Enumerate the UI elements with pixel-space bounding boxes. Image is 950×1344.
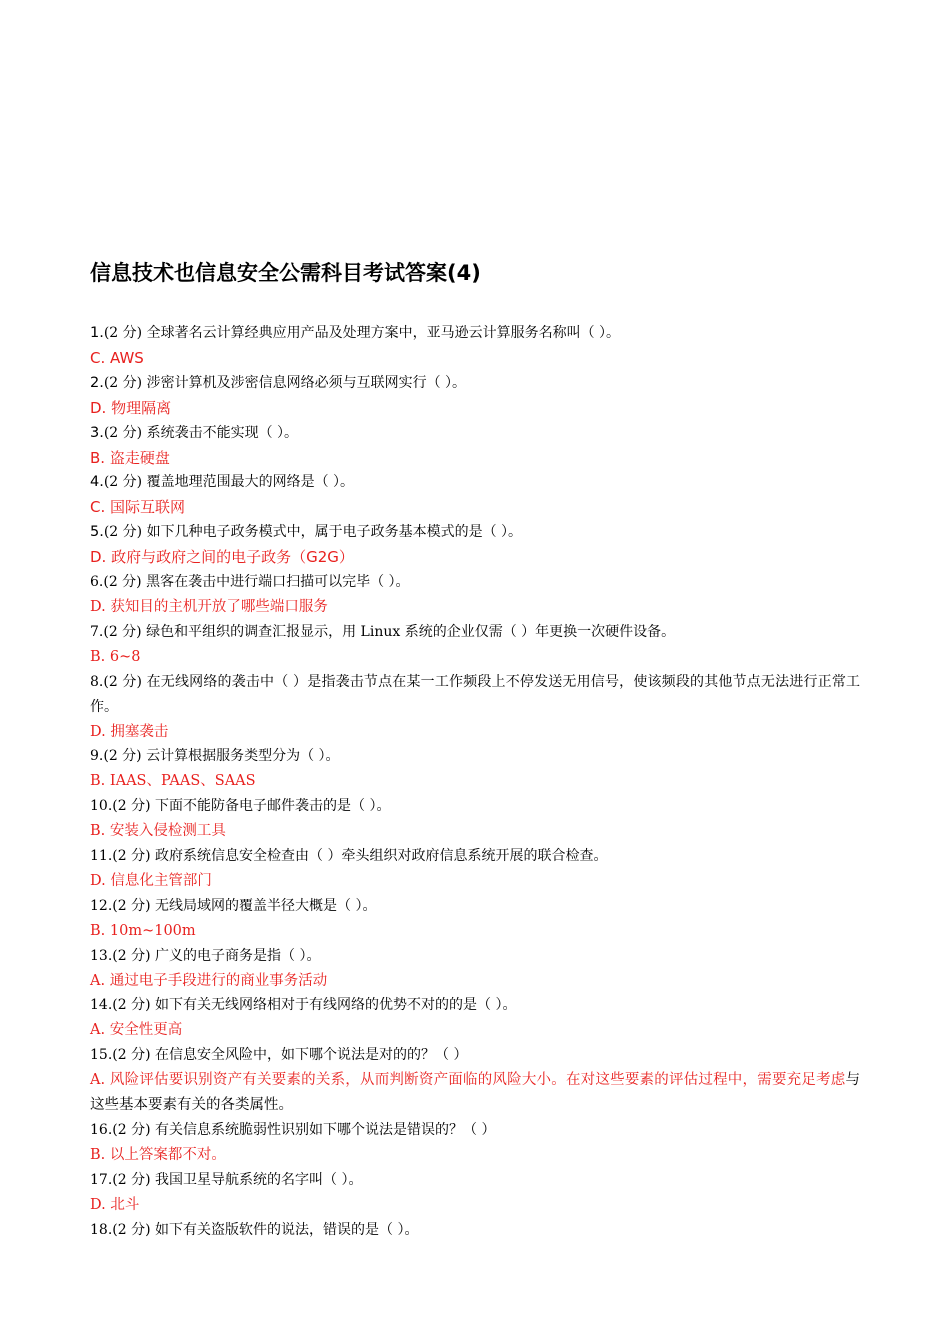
question-5 (90, 520, 860, 545)
question-text: (2 分) 黑客在袭击中进行端口扫描可以完毕（ ）。 (103, 574, 410, 591)
answer-text: A. 风险评估要识别资产有关要素的关系，从而判断资产面临的风险大小。在对这些要素的评估过程中，需要充足考虑 (90, 1072, 846, 1089)
answer-8: D. 拥塞袭击 (90, 723, 169, 740)
answer-17: D. 北斗 (90, 1196, 140, 1213)
question-text: (2 分) 涉密计算机及涉密信息网络必须与互联网实行（ ）。 (103, 374, 467, 391)
question-text: (2 分) 有关信息系统脆弱性识别如下哪个说法是错误的？（ ） (112, 1122, 496, 1138)
question-list (90, 321, 860, 1243)
answer-12: B. 10m~100m (90, 922, 196, 939)
question-1 (90, 321, 860, 346)
question-15 (90, 1043, 860, 1068)
answer-6: D. 获知目的主机开放了哪些端口服务 (90, 598, 328, 615)
question-text: (2 分) 系统袭击不能实现（ ）。 (103, 424, 299, 441)
question-9 (90, 744, 860, 769)
question-text: (2 分) 政府系统信息安全检查由（ ）牵头组织对政府信息系统开展的联合检查。 (112, 848, 608, 865)
page-title: 信息技术也信息安全公需科目考试答案(4) (90, 261, 481, 285)
answer-10: B. 安装入侵检测工具 (90, 823, 226, 840)
question-number: 18. (90, 1221, 113, 1238)
answer-5: D. 政府与政府之间的电子政务（G2G） (90, 548, 354, 567)
question-number: 13. (90, 947, 113, 964)
document-page (90, 258, 860, 1243)
question-text: (2 分) 云计算根据服务类型分为（ ）。 (103, 748, 340, 765)
question-number: 17. (90, 1171, 113, 1188)
question-14 (90, 993, 860, 1018)
question-18 (90, 1218, 860, 1243)
question-text: (2 分) 如下有关盗版软件的说法，错误的是（ ）。 (112, 1221, 419, 1238)
question-number: 12. (90, 897, 113, 914)
question-number: 7. (90, 623, 104, 640)
answer-16: B. 以上答案都不对。 (90, 1146, 226, 1163)
question-16 (90, 1118, 860, 1143)
question-number: 2. (90, 374, 104, 391)
question-number: 9. (90, 748, 104, 765)
question-number: 8. (90, 673, 104, 690)
question-text: (2 分) 全球著名云计算经典应用产品及处理方案中，亚马逊云计算服务名称叫（ ）。 (103, 325, 621, 341)
question-13 (90, 944, 860, 969)
question-number: 3. (90, 424, 104, 441)
answer-11: D. 信息化主管部门 (90, 872, 212, 889)
answer-9: B. IAAS、PAAS、SAAS (90, 773, 256, 790)
question-6 (90, 570, 860, 595)
answer-2: D. 物理隔离 (90, 398, 172, 417)
question-text: (2 分) 在信息安全风险中，如下哪个说法是对的的？（ ） (112, 1047, 468, 1064)
question-text: (2 分) 如下几种电子政务模式中，属于电子政务基本模式的是（ ）。 (103, 524, 523, 541)
question-4 (90, 470, 860, 495)
answer-1: C. AWS (90, 348, 144, 367)
question-text: (2 分) 覆盖地理范围最大的网络是（ ）。 (103, 474, 355, 491)
question-number: 15. (90, 1047, 113, 1064)
question-number: 4. (90, 474, 104, 491)
question-7 (90, 620, 860, 645)
answer-7: B. 6~8 (90, 648, 141, 665)
question-number: 6. (90, 574, 104, 591)
question-number: 16. (90, 1122, 113, 1138)
answer-15 (90, 1068, 860, 1118)
question-number: 10. (90, 798, 113, 815)
question-number: 14. (90, 997, 113, 1014)
question-2 (90, 371, 860, 396)
question-text: (2 分) 绿色和平组织的调查汇报显示，用 Linux 系统的企业仅需（ ）年更换一次硬件设备。 (103, 623, 676, 640)
answer-tail-text: 与这些基本要素有关的各类属性。 (90, 1072, 860, 1114)
answer-13: A. 通过电子手段进行的商业事务活动 (90, 972, 328, 989)
question-number: 11. (90, 848, 113, 865)
answer-14: A. 安全性更高 (90, 1022, 183, 1039)
answer-3: B. 盗走硬盘 (90, 448, 170, 467)
question-text: (2 分) 我国卫星导航系统的名字叫（ ）。 (112, 1171, 363, 1188)
question-3 (90, 421, 860, 446)
question-text: (2 分) 广义的电子商务是指（ ）。 (112, 947, 321, 964)
question-text: (2 分) 在无线网络的袭击中（ ）是指袭击节点在某一工作频段上不停发送无用信号，使该频段的其他节点无法进行正常工作。 (90, 673, 860, 715)
question-17 (90, 1168, 860, 1193)
question-text: (2 分) 无线局域网的覆盖半径大概是（ ）。 (112, 897, 377, 914)
question-text: (2 分) 下面不能防备电子邮件袭击的是（ ）。 (112, 798, 391, 815)
question-number: 5. (90, 524, 104, 541)
question-12 (90, 894, 860, 919)
question-8 (90, 670, 860, 720)
answer-4: C. 国际互联网 (90, 498, 186, 517)
question-11 (90, 844, 860, 869)
question-number: 1. (90, 325, 104, 341)
question-10 (90, 794, 860, 819)
question-text: (2 分) 如下有关无线网络相对于有线网络的优势不对的的是（ ）。 (112, 997, 517, 1014)
